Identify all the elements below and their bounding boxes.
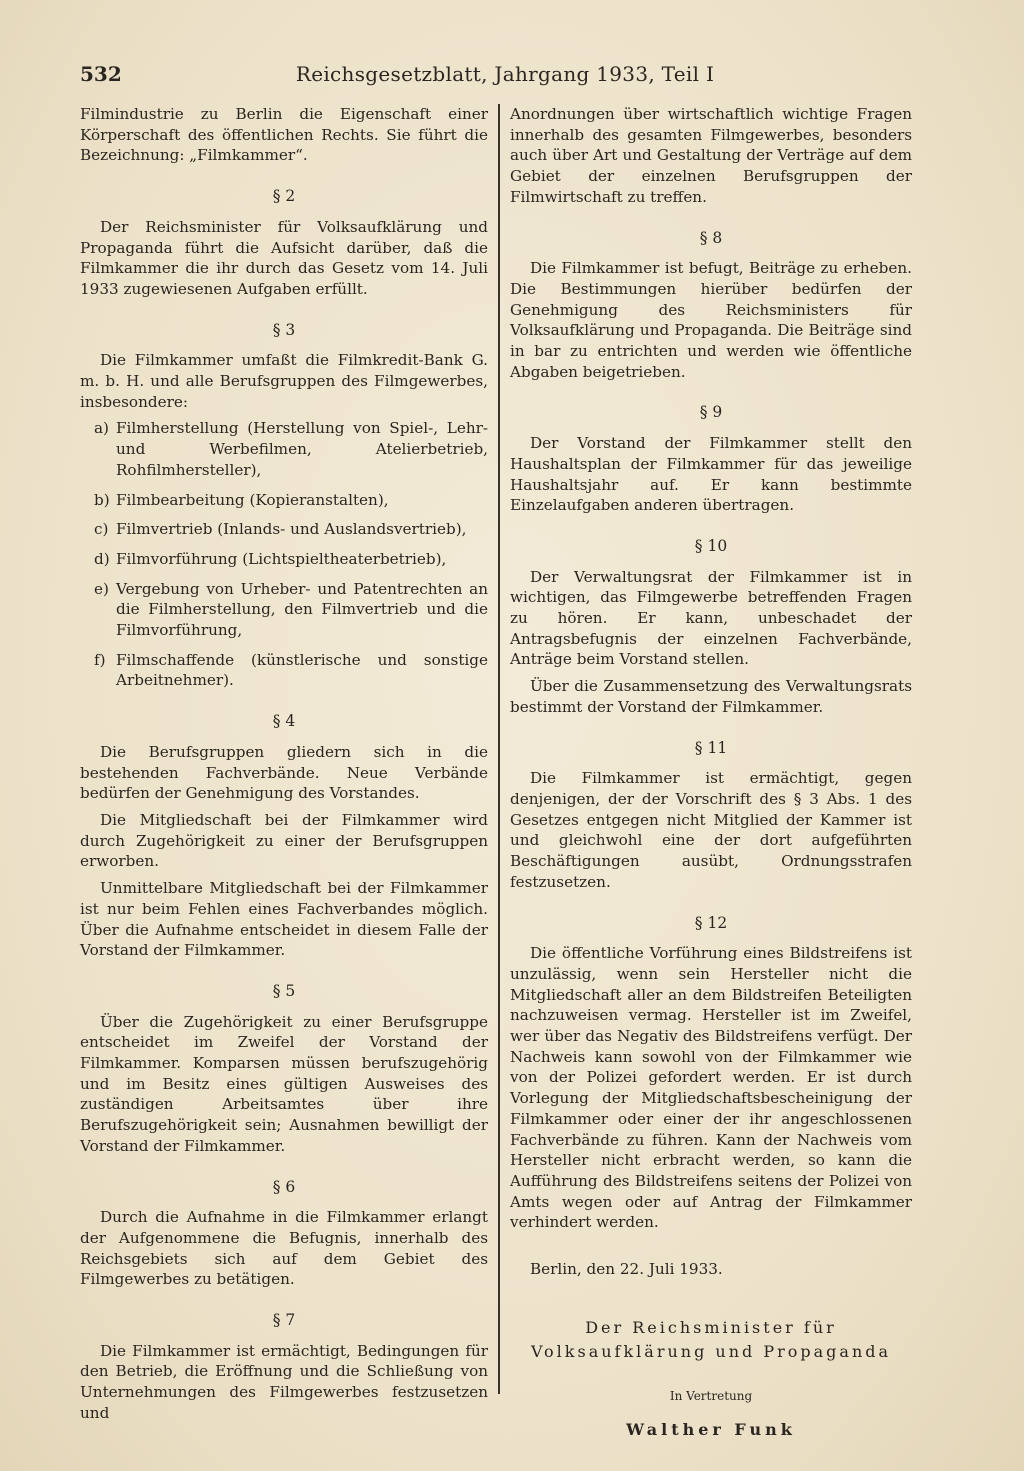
list-item-text: Vergebung von Urheber- und Patentrechten an die Filmherstellung, den Filmvertrieb und die Filmvorführung, (116, 579, 488, 640)
signature-title-line-1: Der Reichsminister für (585, 1317, 837, 1337)
list-item (80, 549, 488, 570)
paragraph-s9: Der Vorstand der Filmkammer stellt den Haushaltsplan der Filmkammer für das jeweilige Haushaltsjahr auf. Er kann bestimmte Einzelaufgaben anderen übertragen. (510, 434, 912, 515)
list-item (80, 418, 488, 480)
section-heading-5: § 5 (272, 981, 296, 1000)
header-title: Reichsgesetzblatt, Jahrgang 1933, Teil I (295, 62, 715, 86)
section-heading-7: § 7 (272, 1311, 296, 1330)
section-heading-11: § 11 (694, 738, 728, 757)
paragraph-s5: Über die Zugehörigkeit zu einer Berufsgruppe entscheidet im Zweifel der Vorstand der Filmkammer. Komparsen müssen berufszugehörig und im Besitz eines gültigen Ausweises des zuständigen Arbeitsamtes über ihre Berufszugehörigkeit sein; Ausnahmen bewilligt der Vorstand der Filmkammer. (80, 1012, 488, 1155)
paragraph-s4-3: Unmittelbare Mitgliedschaft bei der Filmkammer ist nur beim Fehlen eines Fachverbandes möglich. Über die Aufnahme entscheidet in diesem Falle der Vorstand der Filmkammer. (80, 879, 488, 960)
list-item-label: c) (94, 520, 109, 539)
paragraph-s4-1: Die Berufsgruppen gliedern sich in die bestehenden Fachverbände. Neue Verbände bedürfen der Genehmigung des Vorstandes. (80, 742, 488, 803)
signatory-name: Walther Funk (626, 1420, 796, 1440)
list-item-label: b) (94, 490, 110, 509)
section-heading-4: § 4 (272, 712, 296, 731)
list-item (80, 490, 488, 511)
paragraph-s10-2: Über die Zusammensetzung des Verwaltungsrats bestimmt der Vorstand der Filmkammer. (510, 677, 912, 716)
list-item-text: Filmbearbeitung (Kopieranstalten), (116, 490, 389, 509)
paragraph-s11: Die Filmkammer ist ermächtigt, gegen denjenigen, der der Vorschrift des § 3 Abs. 1 des Gesetzes entgegen nicht Mitglied der Kammer ist und gleichwohl eine der dort aufgeführten Beschäftigungen ausübt, Ordnungsstrafen festzusetzen. (510, 769, 912, 891)
signature-title-line-2: Volksaufklärung und Propaganda (530, 1341, 892, 1361)
page-number: 532 (80, 62, 122, 86)
paragraph-intro: Filmindustrie zu Berlin die Eigenschaft einer Körperschaft des öffentlichen Rechts. Sie führt die Bezeichnung: „Filmkammer“. (80, 105, 488, 165)
paragraph-s3: Die Filmkammer umfaßt die Filmkredit-Bank G. m. b. H. und alle Berufsgruppen des Filmgewerbes, insbesondere: (80, 351, 488, 411)
paragraph-s6: Durch die Aufnahme in die Filmkammer erlangt der Aufgenommene die Befugnis, innerhalb des Reichsgebiets sich auf dem Gebiet des Filmgewerbes zu betätigen. (80, 1208, 488, 1289)
list-item-text: Filmschaffende (künstlerische und sonstige Arbeitnehmer). (116, 650, 488, 690)
left-column (80, 104, 488, 1430)
list-item-label: d) (94, 549, 110, 568)
list-item (80, 519, 488, 540)
paragraph-s7: Die Filmkammer ist ermächtigt, Bedingungen für den Betrieb, die Eröffnung und die Schließung von Unternehmungen des Filmgewerbes festzusetzen und (80, 1341, 488, 1422)
list-item-text: Filmvertrieb (Inlands- und Auslandsvertrieb), (116, 520, 467, 539)
paragraph-s10-1: Der Verwaltungsrat der Filmkammer ist in wichtigen, das Filmgewerbe betreffenden Fragen zu hören. Er kann, unbeschadet der Antragsbefugnis der einzelnen Fachverbände, Anträge beim Vorstand stellen. (510, 567, 912, 669)
date-line: Berlin, den 22. Juli 1933. (530, 1260, 723, 1279)
signature-representation: In Vertretung (669, 1388, 753, 1403)
right-column (510, 104, 912, 1441)
list-item (80, 650, 488, 691)
page-header (80, 62, 930, 92)
list-item-label: e) (94, 579, 109, 598)
list-item-text: Filmherstellung (Herstellung von Spiel-, Lehr- und Werbefilmen, Atelierbetrieb, Rohfilmhersteller), (116, 419, 488, 479)
section-heading-6: § 6 (272, 1177, 296, 1196)
list-item-label: a) (94, 419, 109, 438)
paragraph-s12: Die öffentliche Vorführung eines Bildstreifens ist unzulässig, wenn sein Hersteller nicht die Mitgliedschaft aller an dem Bildstreifen Beteiligten nachzuweisen vermag. Hersteller ist im Zweifel, wer über das Negativ des Bildstreifens verfügt. Der Nachweis kann sowohl von der Filmkammer wie von der Polizei gefordert werden. Er ist durch Vorlegung der Mitgliedschaftsbescheinigung der Filmkammer oder einer der ihr angeschlossenen Fachverbände zu führen. Kann der Nachweis vom Hersteller nicht erbracht werden, so kann die Aufführung des Bildstreifens seitens der Polizei von Amts wegen oder auf Antrag der Filmkammer verhindert werden. (510, 944, 912, 1232)
signature-title (510, 1316, 912, 1364)
list-item-label: f) (94, 650, 106, 669)
paragraph-s2: Der Reichsminister für Volksaufklärung und Propaganda führt die Aufsicht darüber, daß die Filmkammer die ihr durch das Gesetz vom 14. Juli 1933 zugewiesenen Aufgaben erfüllt. (80, 217, 488, 298)
list-item (80, 579, 488, 641)
paragraph-s4-2: Die Mitgliedschaft bei der Filmkammer wird durch Zugehörigkeit zu einer der Berufsgruppen erworben. (80, 810, 488, 871)
column-divider (498, 104, 500, 1394)
list-item-text: Filmvorführung (Lichtspieltheaterbetrieb), (116, 549, 447, 568)
section-heading-2: § 2 (272, 187, 296, 206)
section-heading-3: § 3 (272, 320, 296, 339)
paragraph-s8: Die Filmkammer ist befugt, Beiträge zu erheben. Die Bestimmungen hierüber bedürfen der Genehmigung des Reichsministers für Volksaufklärung und Propaganda. Die Beiträge sind in bar zu entrichten und werden wie öffentliche Abgaben beigetrieben. (510, 259, 912, 381)
section-heading-8: § 8 (699, 228, 723, 247)
section-heading-9: § 9 (699, 403, 723, 422)
paragraph-continuation: Anordnungen über wirtschaftlich wichtige Fragen innerhalb des gesamten Filmgewerbes, besonders auch über Art und Gestaltung der Verträge auf dem Gebiet der einzelnen Berufsgruppen der Filmwirtschaft zu treffen. (510, 105, 912, 206)
section-heading-12: § 12 (694, 913, 728, 932)
section-heading-10: § 10 (694, 536, 728, 555)
